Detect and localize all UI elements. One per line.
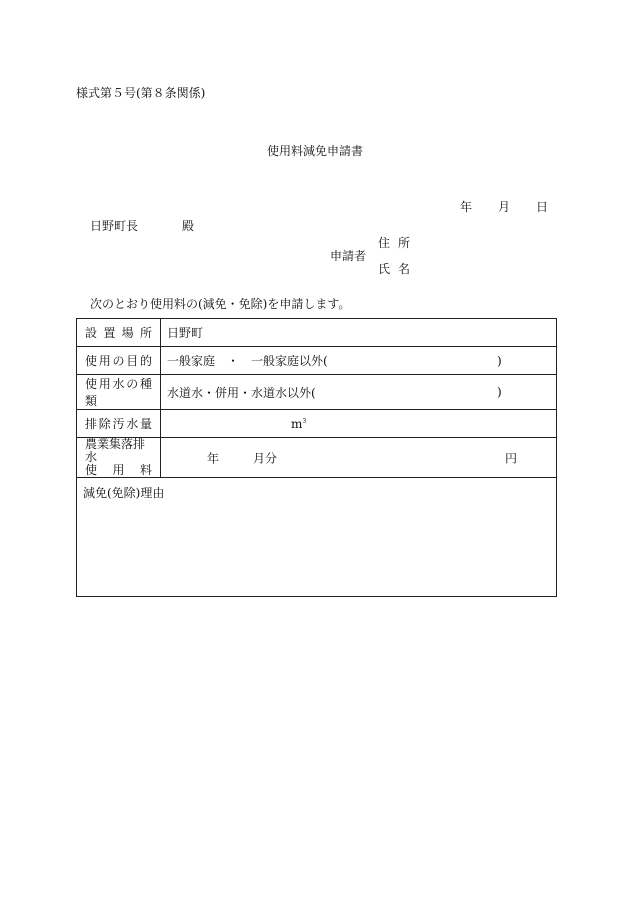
fee-label: [77, 438, 161, 478]
location-text: 日野町: [167, 326, 204, 340]
water-type-close-paren: ): [497, 385, 502, 399]
address-label: 住所: [378, 236, 419, 250]
form-number: 様式第５号(第８条関係): [76, 86, 206, 100]
purpose-value[interactable]: [161, 347, 557, 375]
table-row: [77, 319, 557, 347]
fee-label-line1: 農業集落排水: [85, 437, 146, 464]
fee-value[interactable]: [161, 438, 557, 478]
sewage-volume-value[interactable]: [161, 410, 557, 438]
date-month-label: 月: [498, 200, 511, 214]
application-table: [76, 318, 557, 597]
reason-label: 減免(免除)理由: [83, 486, 165, 500]
date-year-label: 年: [460, 200, 473, 214]
cubic-meter-unit: $m^3$: [291, 416, 307, 431]
date-day-label: 日: [536, 200, 549, 214]
location-value[interactable]: [161, 319, 557, 347]
water-type-value[interactable]: [161, 375, 557, 410]
name-label: 氏名: [378, 262, 419, 276]
recipient-name: 日野町長: [90, 219, 139, 233]
table-row: [77, 438, 557, 478]
purpose-text: 一般家庭 ・ 一般家庭以外(: [167, 354, 328, 368]
fee-month-label: 月分: [253, 451, 278, 465]
fee-yen-label: 円: [505, 451, 518, 465]
table-row: [77, 478, 557, 597]
water-type-label: 使用水の種類: [77, 375, 161, 410]
table-row: [77, 410, 557, 438]
fee-label-line2: 使用料: [85, 463, 152, 477]
intro-text: 次のとおり使用料の(減免・免除)を申請します。: [90, 297, 351, 311]
table-row: [77, 375, 557, 410]
fee-year-label: 年: [207, 451, 220, 465]
water-type-text: 水道水・併用・水道水以外(: [167, 385, 316, 400]
table-row: [77, 347, 557, 375]
date-line: [460, 198, 548, 215]
location-label: 設置場所: [77, 319, 161, 347]
recipient-suffix: 殿: [182, 219, 195, 233]
applicant-label: 申請者: [330, 249, 367, 263]
document-title: 使用料減免申請書: [266, 144, 363, 158]
sewage-volume-label: 排除汚水量: [77, 410, 161, 438]
purpose-label: 使用の目的: [77, 347, 161, 375]
purpose-close-paren: ): [497, 353, 502, 368]
reason-field[interactable]: [77, 478, 557, 597]
